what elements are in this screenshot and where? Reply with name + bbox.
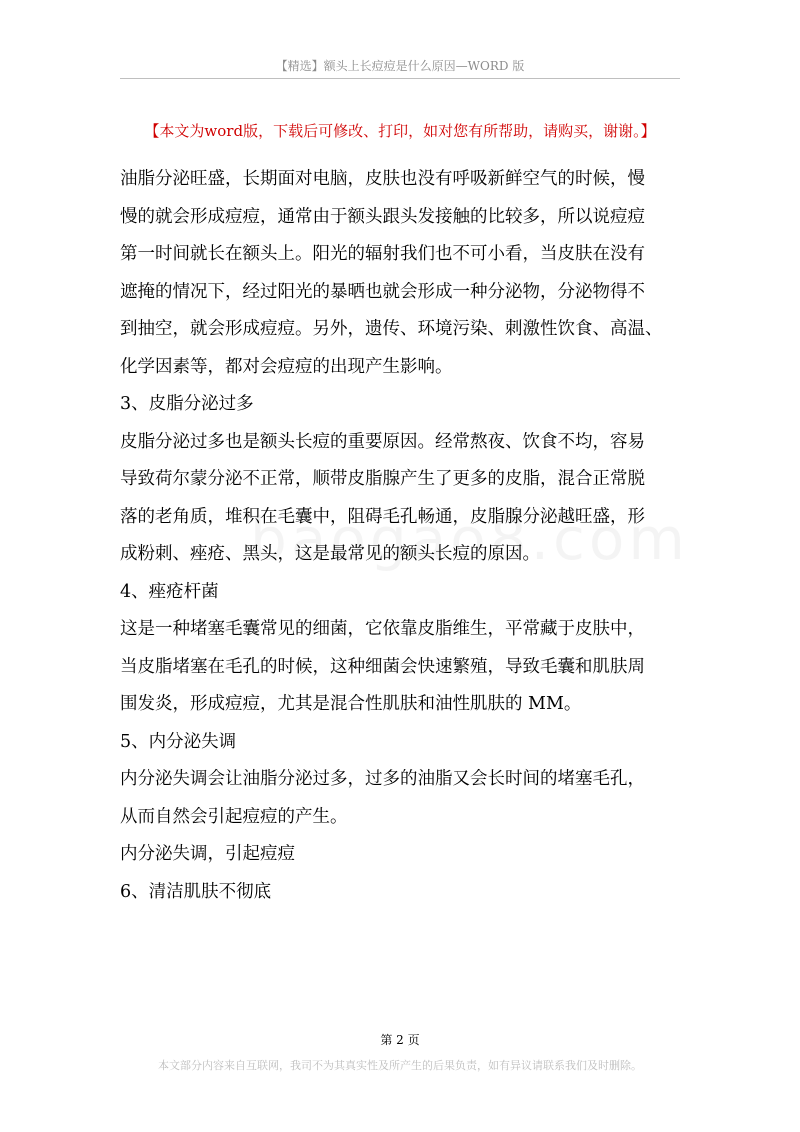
page-header: 【精选】额头上长痘痘是什么原因—WORD 版 — [275, 59, 525, 73]
paragraph-line: 遮掩的情况下，经过阳光的暴晒也就会形成一种分泌物，分泌物得不 — [120, 281, 645, 302]
header-divider — [120, 78, 680, 79]
paragraph-line: 落的老角质，堆积在毛囊中，阻碍毛孔畅通，皮脂腺分泌越旺盛，形 — [120, 506, 645, 527]
paragraph-line: 内分泌失调，引起痘痘 — [120, 844, 295, 864]
paragraph-line: 第一时间就长在额头上。阳光的辐射我们也不可小看，当皮肤在没有 — [120, 244, 645, 264]
section-heading: 4、痤疮杆菌 — [120, 581, 219, 602]
paragraph-line: 皮脂分泌过多也是额头长痘的重要原因。经常熬夜、饮食不均，容易 — [120, 431, 645, 452]
paragraph-line: 内分泌失调会让油脂分泌过多，过多的油脂又会长时间的堵塞毛孔， — [120, 769, 645, 789]
page-number: 第 2 页 — [380, 1033, 420, 1047]
paragraph-line: 成粉刺、痤疮、黑头，这是最常见的额头长痘的原因。 — [120, 544, 540, 564]
paragraph-line: 围发炎，形成痘痘，尤其是混合性肌肤和油性肌肤的 MM。 — [120, 694, 582, 714]
paragraph-line: 导致荷尔蒙分泌不正常，顺带皮脂腺产生了更多的皮脂，混合正常脱 — [120, 469, 645, 489]
document-body — [120, 161, 680, 911]
section-heading: 3、皮脂分泌过多 — [120, 394, 254, 414]
page-footer-disclaimer: 本文部分内容来自互联网，我司不为其真实性及所产生的后果负责，如有异议请联系我们及时删除。 — [158, 1059, 642, 1072]
paragraph-line: 到抽空，就会形成痘痘。另外，遗传、环境污染、刺激性饮食、高温、 — [120, 319, 663, 339]
paragraph-line: 化学因素等，都对会痘痘的出现产生影响。 — [120, 356, 453, 377]
section-heading: 5、内分泌失调 — [120, 731, 237, 752]
paragraph-line: 这是一种堵塞毛囊常见的细菌，它依靠皮脂维生，平常藏于皮肤中， — [120, 619, 645, 639]
section-heading: 6、清洁肌肤不彻底 — [120, 881, 272, 902]
download-notice: 【本文为word版，下载后可修改、打印，如对您有所帮助，请购买，谢谢。】 — [144, 122, 656, 140]
paragraph-line: 从而自然会引起痘痘的产生。 — [120, 806, 348, 827]
paragraph-line: 油脂分泌旺盛，长期面对电脑，皮肤也没有呼吸新鲜空气的时候，慢 — [120, 169, 645, 189]
paragraph-line: 当皮脂堵塞在毛孔的时候，这种细菌会快速繁殖，导致毛囊和肌肤周 — [120, 656, 645, 677]
paragraph-line: 慢的就会形成痘痘，通常由于额头跟头发接触的比较多，所以说痘痘 — [120, 206, 645, 227]
